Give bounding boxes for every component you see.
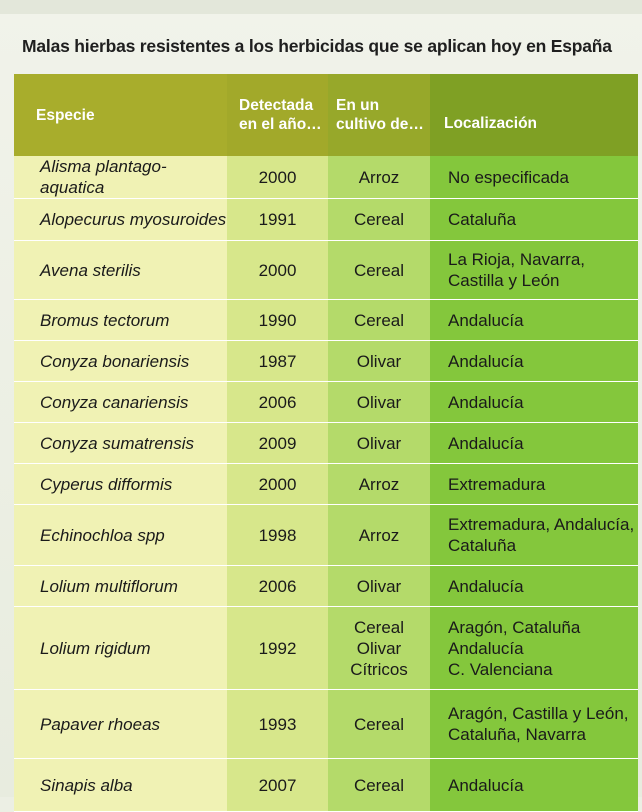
cell-especie: Alisma plantago-aquatica [14,156,227,199]
header-detectada-line1: Detectada [239,97,314,114]
cell-year: 2000 [227,156,328,199]
cell-year: 1987 [227,341,328,382]
cell-especie: Conyza bonariensis [14,341,227,382]
table-row [14,199,638,241]
header-cultivo [328,74,430,156]
localizacion-line: Aragón, Castilla y León, [448,704,629,723]
cell-localizacion [430,341,638,382]
cell-cultivo [328,341,430,382]
cell-year: 1991 [227,199,328,241]
cultivo-line: Cereal [353,617,405,637]
header-localizacion: Localización [430,74,638,156]
localizacion-line: Cataluña, Navarra [448,725,586,744]
table-title: Malas hierbas resistentes a los herbicidas que se aplican hoy en España [22,36,612,56]
localizacion-line: Extremadura, Andalucía, [448,515,635,534]
cultivo-line: Cítricos [350,659,408,679]
localizacion-line: No especificada [448,167,569,187]
localizacion-line: Andalucía [448,638,524,658]
localizacion-line: Aragón, Cataluña [448,617,581,637]
header-cultivo-line1: En un [336,97,380,114]
localizacion-line: Castilla y León [448,271,560,290]
cell-cultivo [328,464,430,505]
cultivo-line: Cereal [353,210,405,229]
cell-year: 2006 [227,566,328,607]
cell-especie: Lolium multiflorum [14,566,227,607]
cell-especie: Papaver rhoeas [14,690,227,759]
cell-localizacion [430,423,638,464]
cell-year: 2006 [227,382,328,423]
header-cultivo-line2: cultivo de… [336,116,424,133]
localizacion-line: Extremadura [448,474,546,494]
cell-especie: Lolium rigidum [14,607,227,690]
localizacion-line: Cataluña [448,536,517,555]
cell-localizacion [430,241,638,300]
cell-year: 2009 [227,423,328,464]
cultivo-line: Cereal [353,775,405,795]
localizacion-line: La Rioja, Navarra, [448,250,586,269]
cultivo-line: Cereal [353,714,405,734]
cell-year: 1998 [227,505,328,566]
table-row [14,607,638,690]
cell-cultivo [328,199,430,241]
cell-localizacion [430,690,638,759]
localizacion-line: C. Valenciana [448,659,553,679]
cell-especie: Conyza canariensis [14,382,227,423]
cell-cultivo [328,607,430,690]
cell-cultivo [328,759,430,812]
cell-localizacion [430,156,638,199]
cell-localizacion [430,199,638,241]
cultivo-line: Olivar [356,351,402,371]
cultivo-line: Olivar [356,392,402,412]
cell-localizacion [430,464,638,505]
cultivo-line: Arroz [358,525,400,545]
cultivo-line: Olivar [356,576,402,596]
header-detectada [227,74,328,156]
table-row [14,759,638,812]
localizacion-line: Andalucía [448,576,524,596]
localizacion-line: Andalucía [448,310,524,330]
cell-localizacion [430,566,638,607]
cell-year: 2007 [227,759,328,812]
cell-localizacion [430,505,638,566]
localizacion-line: Andalucía [448,433,524,453]
cell-localizacion [430,607,638,690]
cultivo-line: Cereal [353,260,405,280]
localizacion-line: Cataluña [448,210,517,229]
table-row [14,464,638,505]
cell-cultivo [328,566,430,607]
cell-especie: Sinapis alba [14,759,227,812]
table-row [14,505,638,566]
cell-cultivo [328,423,430,464]
table-row [14,241,638,300]
cultivo-line: Olivar [356,433,402,453]
cell-year: 1990 [227,300,328,341]
table-row [14,566,638,607]
cell-especie: Conyza sumatrensis [14,423,227,464]
cell-especie: Avena sterilis [14,241,227,300]
cell-year: 1993 [227,690,328,759]
cell-year: 2000 [227,464,328,505]
cell-especie: Echinochloa spp [14,505,227,566]
cell-localizacion [430,759,638,812]
table-row [14,690,638,759]
cell-year: 2000 [227,241,328,300]
cell-cultivo [328,300,430,341]
table-row [14,156,638,199]
cell-especie: Bromus tectorum [14,300,227,341]
localizacion-line: Andalucía [448,775,524,795]
cultivo-line: Olivar [356,638,402,658]
cell-cultivo [328,156,430,199]
localizacion-line: Andalucía [448,351,524,371]
header-row [14,74,638,156]
table-row [14,300,638,341]
cultivo-line: Arroz [358,474,400,494]
header-especie: Especie [14,74,227,156]
cell-year: 1992 [227,607,328,690]
localizacion-line: Andalucía [448,392,524,412]
cell-cultivo [328,241,430,300]
table-row [14,423,638,464]
cell-cultivo [328,505,430,566]
table-row [14,382,638,423]
cell-cultivo [328,690,430,759]
cell-localizacion [430,300,638,341]
header-detectada-line2: en el año… [239,116,322,133]
table-row [14,341,638,382]
top-strip [0,0,642,14]
cell-cultivo [328,382,430,423]
cultivo-line: Arroz [358,167,400,187]
herbicide-resistance-table [14,74,638,812]
cultivo-line: Cereal [353,310,405,330]
cell-especie: Cyperus difformis [14,464,227,505]
cell-especie: Alopecurus myosuroides [14,199,227,241]
table-body [14,156,638,812]
cell-localizacion [430,382,638,423]
